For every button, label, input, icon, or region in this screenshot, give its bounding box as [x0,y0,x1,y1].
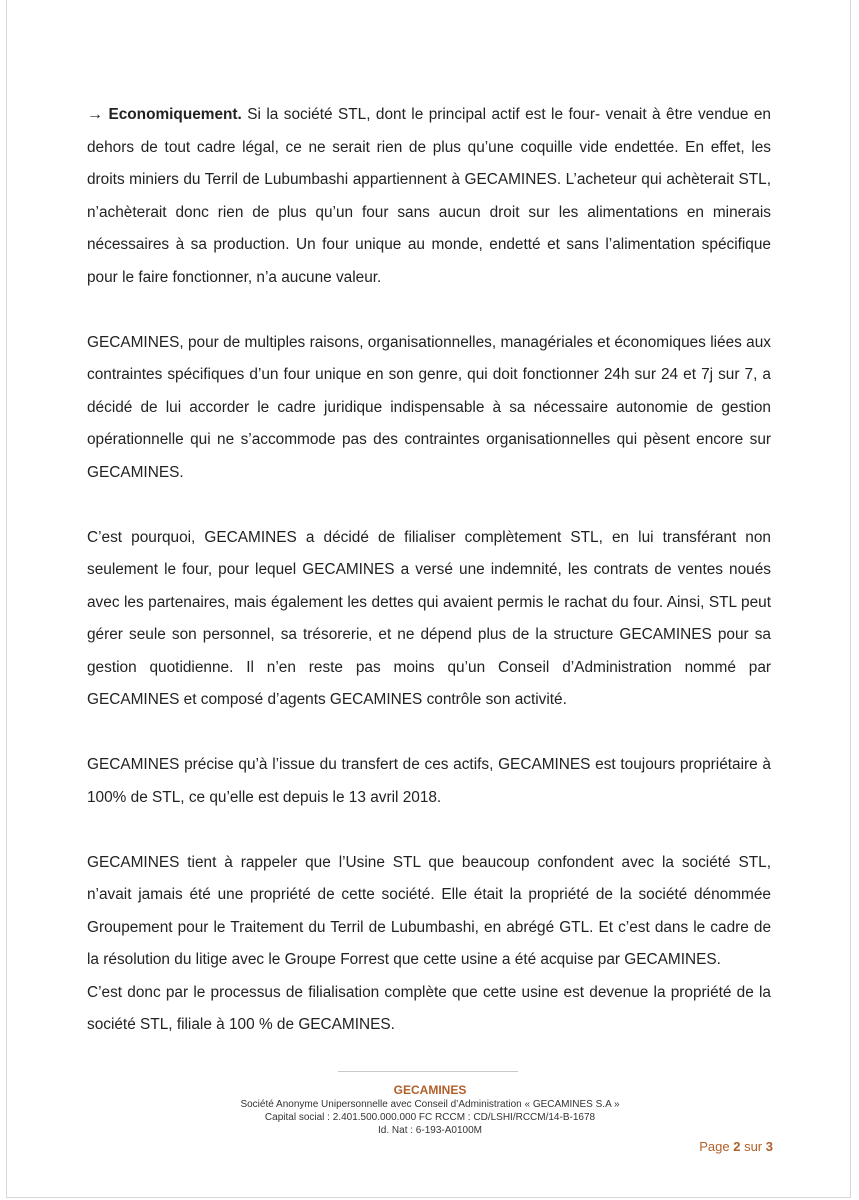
footer-legal-line: Société Anonyme Unipersonnelle avec Conseil d’Administration « GECAMINES S.A » [240,1099,620,1110]
footer-divider [338,1071,518,1072]
arrow-icon: → [87,106,103,123]
document-body [87,99,771,1042]
page-current: 2 [733,1139,741,1154]
page-separator: sur [744,1139,763,1154]
paragraph-ownership: GECAMINES précise qu’à l’issue du transfert de ces actifs, GECAMINES est toujours propriétaire à 100% de STL, ce qu’elle est depuis le 13 avril 2018. [87,756,771,806]
paragraph-lead-in: Economiquement. [108,106,242,123]
footer [200,1082,660,1137]
page-number [699,1139,773,1154]
footer-id-line: Id. Nat : 6-193-A0100M [378,1125,482,1136]
page-prefix: Page [699,1139,730,1154]
paragraph-conclusion: C’est donc par le processus de filialisation complète que cette usine est devenue la propriété de la société STL, filiale à 100 % de GECAMINES. [87,983,771,1033]
paragraph-filialisation: C’est pourquoi, GECAMINES a décidé de filialiser complètement STL, en lui transférant non seulement le four, pour lequel GECAMINES a versé une indemnité, les contrats de ventes noués avec les partenaires, mais également les dettes qui avaient permis le rachat du four. Ainsi, STL peut gérer seule son personnel, sa trésorerie, et ne dépend plus de la structure GECAMINES pour sa gestion quotidienne. Il n’en reste pas moins qu’un Conseil d’Administration nommé par GECAMINES et composé d’agents GECAMINES contrôle son activité. [87,528,771,708]
footer-capital-line: Capital social : 2.401.500.000.000 FC RCCM : CD/LSHI/RCCM/14-B-1678 [264,1112,596,1123]
paragraph-economiquement [87,99,771,294]
paragraph-organisation: GECAMINES, pour de multiples raisons, organisationnelles, managériales et économiques liées aux contraintes spécifiques d’un four unique en son genre, qui doit fonctionner 24h sur 24 et 7j sur 7, a décidé de lui accorder le cadre juridique indispensable à sa nécessaire autonomie de gestion opérationnelle qui ne s’accommode pas des contraintes organisationnelles qui pèsent encore sur GECAMINES. [87,333,771,481]
paragraph-usine-stl: GECAMINES tient à rappeler que l’Usine STL que beaucoup confondent avec la société STL, n’avait jamais été une propriété de cette société. Elle était la propriété de la société dénommée Groupement pour le Traitement du Terril de Lubumbashi, en abrégé GTL. Et c’est dans le cadre de la résolution du litige avec le Groupe Forrest que cette usine a été acquise par GECAMINES. [87,853,771,968]
footer-company-name: GECAMINES [393,1083,467,1097]
page-total: 3 [765,1139,773,1154]
paragraph-text: Si la société STL, dont le principal actif est le four- venait à être vendue en dehors de tout cadre légal, ce ne serait rien de plus qu’une coquille vide endettée. En effet, les droits miniers du Terril de Lubumbashi appartiennent à GECAMINES. L’acheteur qui achèterait STL, n’achèterait donc rien de plus qu’un four sans aucun droit sur les alimentations en minerais nécessaires à sa production. Un four unique au monde, endetté et sans l’alimentation spécifique pour le faire fonctionner, n’a aucune valeur. [87,106,771,286]
